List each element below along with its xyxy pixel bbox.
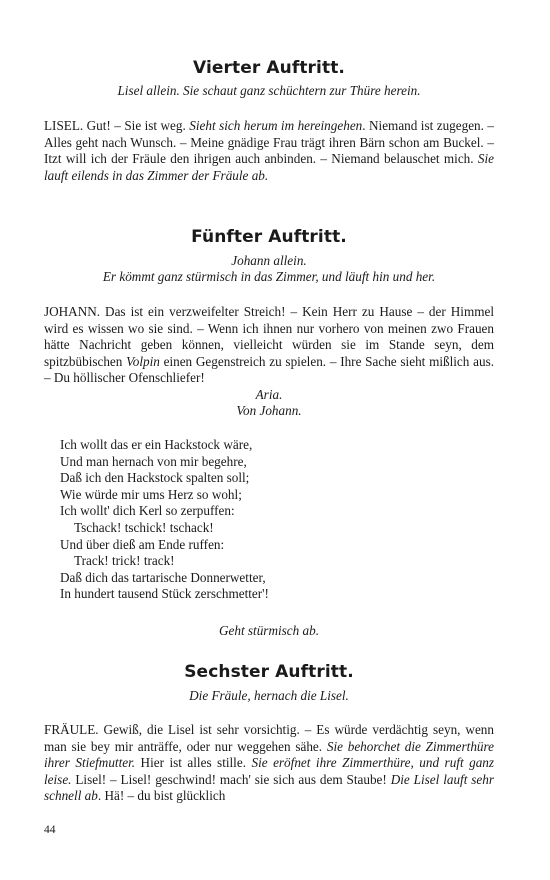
verse-line: Daß dich das tartarische Donnerwetter, [60,569,266,585]
stage-direction-inline: Volpin [126,353,160,369]
verse-line: Daß ich den Hackstock spalten soll; [60,470,250,486]
scene-heading: Sechster Auftritt. [184,662,354,682]
dialogue-text: JOHANN. Das ist ein verzweifelter Streich! – Kein Herr zu Hause – der Himmel wird es wissen wo sie sind. – Wenn ich ihnen nur vorhero von meinen zwo Frauen hätte Nachricht geben können, vielleicht würden sie im Stande seyn, dem spitzbübischen [44,304,494,369]
dialogue-paragraph [44,118,494,184]
verse-line: Und über dieß am Ende ruffen: [60,536,225,552]
verse-line: Wie würde mir ums Herz so wohl; [60,486,242,502]
stage-direction-inline: Sieht sich herum im hereingehen [189,118,363,133]
verse-line: Tschack! tschick! tschack! [74,519,214,535]
verse-line: Track! trick! track! [74,553,175,569]
stage-direction-inline: Sie lauft eilends in das Zimmer der Fräule ab. [44,151,494,183]
scene-heading: Vierter Auftritt. [193,58,345,78]
scene-heading: Fünfter Auftritt. [191,227,347,247]
aria-attribution: Von Johann. [236,403,302,418]
stage-direction-inline: Sie eröfnet ihre Zimmerthüre, und ruft ganz leise. [44,755,495,787]
stage-direction: Lisel allein. Sie schaut ganz schüchtern zur Thüre herein. [117,83,421,98]
verse-line: Ich wollt das er ein Hackstock wäre, [60,437,253,452]
dialogue-text: FRÄULE. Gewiß, die Lisel ist sehr vorsichtig. – Es würde verdächtig seyn, wenn man sie bey mir anträffe, oder nur weggehen sähe. [44,722,494,754]
dialogue-text: . Niemand ist zugegen. – Alles geht nach Wunsch. – Meine gnädige Frau trägt ihren Bärn schon am Buckel. – Itzt will ich der Fräule den ihrigen auch anbinden. – Niemand belauschet mich. [44,118,494,167]
dialogue-text: Lisel! – Lisel! geschwind! mach' sie sich aus dem Staube! [71,771,391,787]
page-number: 44 [44,824,56,836]
dialogue-text: einen Gegenstreich zu spielen. – Ihre Sache sieht mißlich aus. – Du höllischer Ofenschliefer! [44,353,494,386]
stage-direction-inline: Sie behorchet die Zimmerthüre ihrer Stiefmutter. [44,738,494,771]
stage-direction-exit: Geht stürmisch ab. [218,623,319,638]
stage-direction: Die Fräule, hernach die Lisel. [189,688,349,703]
verse-line: Und man hernach von mir begehre, [60,453,247,469]
verse-line: In hundert tausend Stück zerschmetter'! [60,586,269,602]
verse-line: Ich wollt' dich Kerl so zerpuffen: [60,503,235,519]
stage-direction: Johann allein. [231,253,307,268]
dialogue-text: LISEL. Gut! – Sie ist weg. [44,118,190,133]
dialogue-text: Hier ist alles stille. [135,755,252,771]
dialogue-text: . Hä! – du bist glücklich [97,788,226,804]
aria-verse [44,437,494,603]
dialogue-paragraph [44,304,494,387]
stage-direction-inline: Die Lisel lauft sehr schnell ab [44,771,494,804]
aria-title: Aria. [255,387,283,402]
stage-direction: Er kömmt ganz stürmisch in das Zimmer, und läuft hin und her. [102,269,436,284]
dialogue-paragraph [44,722,494,805]
